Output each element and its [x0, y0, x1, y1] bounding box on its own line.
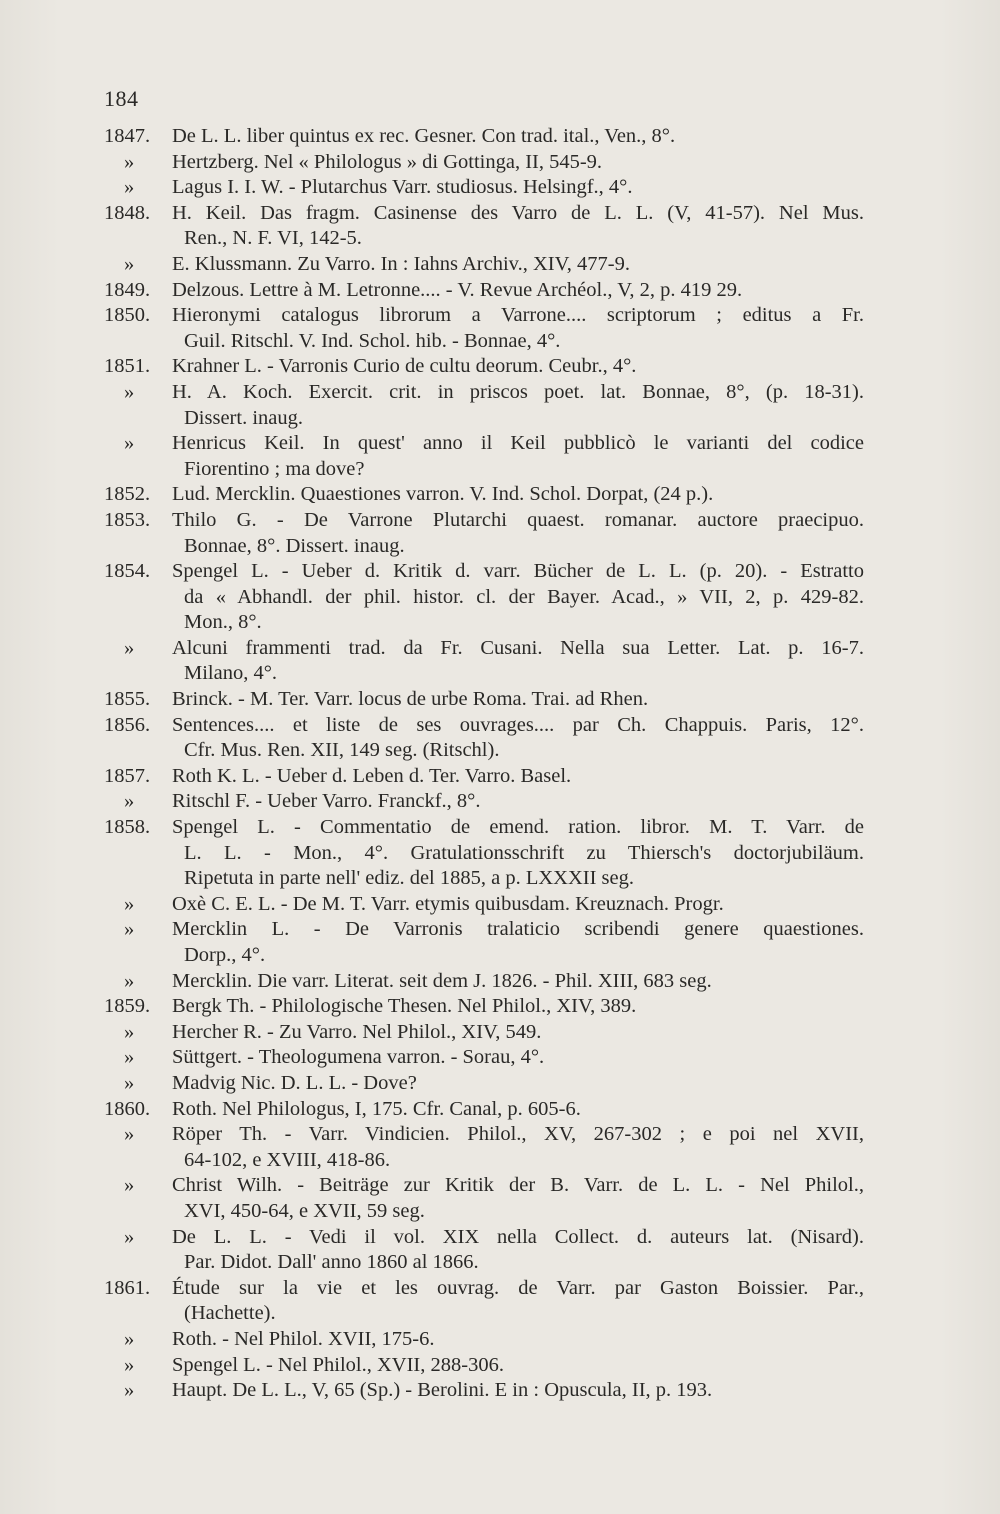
- bibliography-entry: [104, 1122, 864, 1173]
- bibliography-entry: [104, 1327, 864, 1353]
- entry-line: Ripetuta in parte nell' ediz. del 1885, a p. LXXXII seg.: [184, 867, 635, 890]
- bibliography-entry: [104, 278, 864, 304]
- entry-line: Hercher R. - Zu Varro. Nel Philol., XIV, 549.: [172, 1020, 542, 1043]
- entry-line: Mon., 8°.: [184, 611, 262, 634]
- entry-year: 1855.: [104, 688, 151, 711]
- entry-line: Süttgert. - Theologumena varron. - Sorau, 4°.: [172, 1046, 545, 1069]
- bibliography-entry: [104, 124, 864, 150]
- entry-text: [172, 1020, 864, 1046]
- ditto-mark: »: [124, 1353, 135, 1376]
- entry-line: E. Klussmann. Zu Varro. In : Iahns Archiv., XIV, 477-9.: [172, 252, 630, 275]
- ditto-mark: »: [124, 176, 135, 199]
- ditto-mark: »: [124, 1174, 135, 1197]
- entry-line: Krahner L. - Varronis Curio de cultu deorum. Ceubr., 4°.: [172, 355, 637, 378]
- entry-text: [172, 252, 864, 278]
- entry-year: 1860.: [104, 1097, 151, 1120]
- entry-text: [172, 1071, 864, 1097]
- entry-line: Ritschl F. - Ueber Varro. Franckf., 8°.: [172, 790, 481, 813]
- ditto-mark: »: [124, 1225, 135, 1248]
- bibliography-entry: [104, 150, 864, 176]
- page-number: 184: [104, 86, 139, 111]
- ditto-mark: »: [124, 918, 135, 941]
- ditto-mark: »: [124, 380, 135, 403]
- entry-year: 1847.: [104, 125, 151, 147]
- entry-text: [172, 1225, 864, 1276]
- entry-line: H. Keil. Das fragm. Casinense des Varro de L. L. (V, 41-57). Nel Mus.: [172, 201, 864, 224]
- ditto-mark: »: [124, 252, 135, 275]
- entry-line: Hieronymi catalogus librorum a Varrone.... scriptorum ; editus a Fr.: [172, 304, 864, 327]
- bibliography-entry: [104, 1045, 864, 1071]
- entry-text: [172, 175, 864, 201]
- bibliography-list: [104, 124, 864, 1404]
- bibliography-entry: [104, 994, 864, 1020]
- bibliography-entry: [104, 713, 864, 764]
- entry-text: [172, 559, 864, 636]
- bibliography-entry: [104, 431, 864, 482]
- entry-text: [172, 764, 864, 790]
- entry-line: Mercklin. Die varr. Literat. seit dem J. 1826. - Phil. XIII, 683 seg.: [172, 969, 712, 992]
- entry-line: Cfr. Mus. Ren. XII, 149 seg. (Ritschl).: [184, 739, 500, 762]
- entry-line: (Hachette).: [184, 1302, 276, 1325]
- entry-line: Delzous. Lettre à M. Letronne.... - V. Revue Archéol., V, 2, p. 419 29.: [172, 278, 743, 301]
- bibliography-entry: [104, 1020, 864, 1046]
- entry-line: Roth K. L. - Ueber d. Leben d. Ter. Varro. Basel.: [172, 764, 572, 787]
- ditto-mark: »: [124, 969, 135, 992]
- entry-text: [172, 1327, 864, 1353]
- entry-text: [172, 994, 864, 1020]
- bibliography-entry: [104, 1173, 864, 1224]
- bibliography-entry: [104, 1225, 864, 1276]
- entry-text: [172, 508, 864, 559]
- entry-year: 1852.: [104, 483, 151, 506]
- entry-line: Fiorentino ; ma dove?: [184, 457, 365, 480]
- entry-year: 1858.: [104, 816, 151, 839]
- entry-line: Oxè C. E. L. - De M. T. Varr. etymis quibusdam. Kreuznach. Progr.: [172, 892, 724, 915]
- ditto-mark: »: [124, 432, 135, 455]
- entry-text: [172, 303, 864, 354]
- entry-line: Henricus Keil. In quest' anno il Keil pubblicò le varianti del codice: [172, 432, 864, 455]
- entry-line: H. A. Koch. Exercit. crit. in priscos poet. lat. Bonnae, 8°, (p. 18-31).: [172, 380, 864, 403]
- entry-line: Lagus I. I. W. - Plutarchus Varr. studiosus. Helsingf., 4°.: [172, 176, 633, 199]
- entry-year: 1854.: [104, 560, 151, 583]
- entry-year: 1850.: [104, 304, 151, 327]
- entry-year: 1848.: [104, 201, 151, 224]
- bibliography-entry: [104, 303, 864, 354]
- entry-text: [172, 1378, 864, 1404]
- entry-line: Thilo G. - De Varrone Plutarchi quaest. romanar. auctore praecipuo.: [172, 508, 864, 531]
- entry-line: Roth. Nel Philologus, I, 175. Cfr. Canal, p. 605-6.: [172, 1097, 581, 1120]
- entry-line: Ren., N. F. VI, 142-5.: [184, 227, 362, 250]
- entry-text: [172, 687, 864, 713]
- bibliography-entry: [104, 380, 864, 431]
- entry-line: Alcuni frammenti trad. da Fr. Cusani. Nella sua Letter. Lat. p. 16-7.: [172, 636, 864, 659]
- entry-line: De L. L. liber quintus ex rec. Gesner. Con trad. ital., Ven., 8°.: [172, 125, 676, 147]
- entry-text: [172, 892, 864, 918]
- entry-text: [172, 815, 864, 892]
- bibliography-entry: [104, 892, 864, 918]
- entry-line: Mercklin L. - De Varronis tralaticio scribendi genere quaestiones.: [172, 918, 864, 941]
- bibliography-entry: [104, 1097, 864, 1123]
- entry-text: [172, 431, 864, 482]
- ditto-mark: »: [124, 150, 135, 173]
- entry-text: [172, 713, 864, 764]
- entry-year: 1859.: [104, 995, 151, 1018]
- entry-line: Dorp., 4°.: [184, 944, 266, 966]
- bibliography-entry: [104, 482, 864, 508]
- ditto-mark: »: [124, 1379, 135, 1402]
- ditto-mark: »: [124, 636, 135, 659]
- bibliography-entry: [104, 636, 864, 687]
- entry-text: [172, 201, 864, 252]
- bibliography-entry: [104, 764, 864, 790]
- bibliography-entry: [104, 1378, 864, 1404]
- bibliography-entry: [104, 175, 864, 201]
- entry-line: Spengel L. - Ueber d. Kritik d. varr. Bücher de L. L. (p. 20). - Estratto: [172, 560, 864, 583]
- entry-year: 1856.: [104, 713, 151, 736]
- bibliography-entry: [104, 1276, 864, 1327]
- entry-line: Lud. Mercklin. Quaestiones varron. V. Ind. Schol. Dorpat, (24 p.).: [172, 483, 714, 506]
- entry-text: [172, 917, 864, 968]
- entry-line: Bonnae, 8°. Dissert. inaug.: [184, 534, 405, 557]
- entry-line: Röper Th. - Varr. Vindicien. Philol., XV, 267-302 ; e poi nel XVII,: [172, 1123, 864, 1146]
- entry-line: da « Abhandl. der phil. histor. cl. der Bayer. Acad., » VII, 2, p. 429-82.: [184, 585, 864, 608]
- bibliography-entry: [104, 252, 864, 278]
- bibliography-entry: [104, 687, 864, 713]
- entry-text: [172, 354, 864, 380]
- entry-line: 64-102, e XVIII, 418-86.: [184, 1148, 391, 1171]
- entry-line: Spengel L. - Nel Philol., XVII, 288-306.: [172, 1353, 504, 1376]
- entry-line: Spengel L. - Commentatio de emend. ration. libror. M. T. Varr. de: [172, 816, 864, 839]
- bibliography-entry: [104, 1353, 864, 1379]
- bibliography-entry: [104, 917, 864, 968]
- entry-line: Guil. Ritschl. V. Ind. Schol. hib. - Bonnae, 4°.: [184, 329, 561, 352]
- entry-text: [172, 1122, 864, 1173]
- entry-line: Sentences.... et liste de ses ouvrages.... par Ch. Chappuis. Paris, 12°.: [172, 713, 864, 736]
- bibliography-entry: [104, 201, 864, 252]
- bibliography-entry: [104, 969, 864, 995]
- ditto-mark: »: [124, 1020, 135, 1043]
- bibliography-entry: [104, 815, 864, 892]
- entry-text: [172, 1276, 864, 1327]
- entry-line: Roth. - Nel Philol. XVII, 175-6.: [172, 1327, 435, 1350]
- entry-line: Haupt. De L. L., V, 65 (Sp.) - Berolini. E in : Opuscula, II, p. 193.: [172, 1379, 713, 1402]
- entry-line: Christ Wilh. - Beiträge zur Kritik der B. Varr. de L. L. - Nel Philol.,: [172, 1174, 864, 1197]
- bibliography-entry: [104, 559, 864, 636]
- entry-text: [172, 124, 864, 150]
- entry-year: 1853.: [104, 508, 151, 531]
- ditto-mark: »: [124, 892, 135, 915]
- entry-text: [172, 1173, 864, 1224]
- ditto-mark: »: [124, 1046, 135, 1069]
- entry-text: [172, 1045, 864, 1071]
- ditto-mark: »: [124, 1327, 135, 1350]
- entry-line: Par. Didot. Dall' anno 1860 al 1866.: [184, 1251, 479, 1274]
- entry-line: Brinck. - M. Ter. Varr. locus de urbe Roma. Trai. ad Rhen.: [172, 688, 649, 711]
- entry-year: 1851.: [104, 355, 151, 378]
- ditto-mark: »: [124, 1123, 135, 1146]
- entry-line: Hertzberg. Nel « Philologus » di Gottinga, II, 545-9.: [172, 150, 603, 173]
- ditto-mark: »: [124, 1071, 135, 1094]
- entry-text: [172, 636, 864, 687]
- entry-text: [172, 969, 864, 995]
- bibliography-entry: [104, 1071, 864, 1097]
- entry-year: 1849.: [104, 278, 151, 301]
- entry-line: Dissert. inaug.: [184, 406, 303, 429]
- entry-text: [172, 789, 864, 815]
- bibliography-entry: [104, 354, 864, 380]
- entry-year: 1857.: [104, 764, 151, 787]
- entry-line: Milano, 4°.: [184, 662, 278, 685]
- ditto-mark: »: [124, 790, 135, 813]
- bibliography-entry: [104, 508, 864, 559]
- entry-line: XVI, 450-64, e XVII, 59 seg.: [184, 1199, 425, 1222]
- entry-line: Bergk Th. - Philologische Thesen. Nel Philol., XIV, 389.: [172, 995, 637, 1018]
- entry-line: Madvig Nic. D. L. L. - Dove?: [172, 1071, 417, 1094]
- entry-text: [172, 278, 864, 304]
- bibliography-entry: [104, 789, 864, 815]
- entry-text: [172, 1097, 864, 1123]
- entry-line: Étude sur la vie et les ouvrag. de Varr. par Gaston Boissier. Par.,: [172, 1276, 864, 1299]
- entry-year: 1861.: [104, 1276, 151, 1299]
- entry-text: [172, 1353, 864, 1379]
- entry-line: L. L. - Mon., 4°. Gratulationsschrift zu Thiersch's doctorjubiläum.: [184, 841, 864, 864]
- entry-line: De L. L. - Vedi il vol. XIX nella Collect. d. auteurs lat. (Nisard).: [172, 1225, 864, 1248]
- entry-text: [172, 380, 864, 431]
- entry-text: [172, 150, 864, 176]
- entry-text: [172, 482, 864, 508]
